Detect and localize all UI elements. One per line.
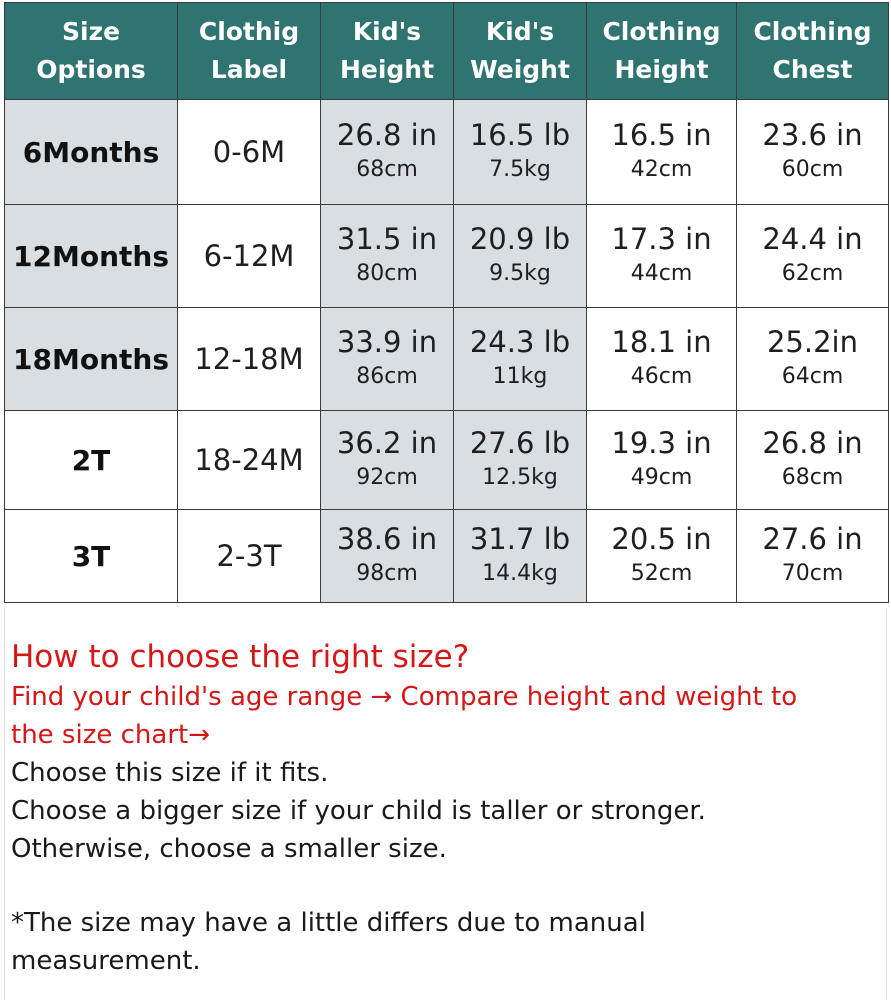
value-lb: 24.3 lb bbox=[469, 325, 571, 359]
cloth-chest-cell bbox=[737, 411, 889, 510]
guide-line-fits: Choose this size if it fits. bbox=[11, 758, 329, 788]
value-cm: 46cm bbox=[630, 364, 693, 389]
header-text: Chest bbox=[772, 55, 853, 84]
header-kids-height bbox=[321, 3, 454, 100]
value-lb: 16.5 lb bbox=[469, 118, 571, 152]
value-cm: 49cm bbox=[630, 465, 693, 490]
size-cell: 6Months bbox=[5, 100, 178, 205]
value-kg: 12.5kg bbox=[482, 465, 558, 490]
kid-weight-cell bbox=[454, 308, 587, 411]
table-row bbox=[5, 205, 889, 308]
cloth-height-cell bbox=[587, 411, 737, 510]
guide-line-bigger: Choose a bigger size if your child is taller or stronger. bbox=[11, 796, 706, 826]
header-text: Clothing bbox=[602, 17, 721, 46]
kid-weight-cell bbox=[454, 510, 587, 603]
size-cell: 12Months bbox=[5, 205, 178, 308]
cloth-chest-cell bbox=[737, 308, 889, 411]
table-row bbox=[5, 308, 889, 411]
value-in: 17.3 in bbox=[611, 222, 712, 256]
guide-question: How to choose the right size? bbox=[11, 639, 470, 675]
value-cm: 42cm bbox=[630, 157, 693, 182]
value-cm: 70cm bbox=[781, 561, 844, 586]
header-clothing-label bbox=[178, 3, 321, 100]
header-text: Kid's bbox=[352, 17, 422, 46]
header-text: Label bbox=[210, 55, 288, 84]
value-cm: 80cm bbox=[356, 261, 418, 286]
cloth-height-cell bbox=[587, 510, 737, 603]
header-clothing-height bbox=[587, 3, 737, 100]
value-in: 20.5 in bbox=[611, 522, 712, 556]
label-cell: 2-3T bbox=[178, 510, 321, 603]
header-clothing-chest bbox=[737, 3, 889, 100]
table-row bbox=[5, 100, 889, 205]
size-table bbox=[4, 2, 889, 603]
guide-line-smaller: Otherwise, choose a smaller size. bbox=[11, 834, 447, 864]
disclaimer: *The size may have a little differs due to manual bbox=[11, 908, 646, 938]
kid-height-cell bbox=[321, 100, 454, 205]
value-in: 27.6 in bbox=[762, 522, 863, 556]
cloth-chest-cell bbox=[737, 510, 889, 603]
value-in: 23.6 in bbox=[762, 118, 863, 152]
header-text: Clothing bbox=[753, 17, 872, 46]
disclaimer-continued: measurement. bbox=[11, 946, 201, 976]
label-cell: 12-18M bbox=[178, 308, 321, 411]
value-cm: 98cm bbox=[356, 561, 418, 586]
header-text: Size bbox=[61, 17, 121, 46]
header-text: Height bbox=[339, 55, 435, 84]
header-size-options bbox=[5, 3, 178, 100]
value-lb: 20.9 lb bbox=[469, 222, 571, 256]
cloth-height-cell bbox=[587, 308, 737, 411]
header-kids-weight bbox=[454, 3, 587, 100]
value-kg: 11kg bbox=[492, 364, 548, 389]
kid-height-cell bbox=[321, 510, 454, 603]
header-text: Clothig bbox=[198, 17, 300, 46]
cloth-height-cell bbox=[587, 100, 737, 205]
header-text: Height bbox=[614, 55, 709, 84]
value-kg: 7.5kg bbox=[489, 157, 551, 182]
cloth-chest-cell bbox=[737, 205, 889, 308]
value-kg: 14.4kg bbox=[482, 561, 558, 586]
value-lb: 27.6 lb bbox=[469, 426, 571, 460]
value-cm: 92cm bbox=[356, 465, 418, 490]
value-lb: 31.7 lb bbox=[469, 522, 571, 556]
value-in: 38.6 in bbox=[336, 522, 438, 556]
label-cell: 0-6M bbox=[178, 100, 321, 205]
kid-height-cell bbox=[321, 205, 454, 308]
header-row bbox=[5, 3, 889, 100]
value-cm: 68cm bbox=[781, 465, 844, 490]
header-text: Weight bbox=[470, 55, 570, 84]
size-cell: 2T bbox=[5, 411, 178, 510]
label-cell: 18-24M bbox=[178, 411, 321, 510]
value-in: 19.3 in bbox=[611, 426, 712, 460]
value-cm: 64cm bbox=[781, 364, 844, 389]
value-in: 26.8 in bbox=[762, 426, 863, 460]
value-in: 31.5 in bbox=[336, 222, 438, 256]
header-text: Kid's bbox=[485, 17, 555, 46]
guide-step: Find your child's age range → Compare height and weight to bbox=[11, 682, 798, 712]
kid-weight-cell bbox=[454, 205, 587, 308]
cloth-chest-cell bbox=[737, 100, 889, 205]
value-in: 33.9 in bbox=[336, 325, 438, 359]
value-cm: 68cm bbox=[356, 157, 418, 182]
value-in: 18.1 in bbox=[611, 325, 712, 359]
value-cm: 62cm bbox=[781, 261, 844, 286]
size-guide-notes bbox=[11, 636, 881, 980]
table-row bbox=[5, 411, 889, 510]
value-in: 24.4 in bbox=[762, 222, 863, 256]
value-cm: 52cm bbox=[630, 561, 693, 586]
value-cm: 60cm bbox=[781, 157, 844, 182]
guide-step-continued: the size chart→ bbox=[11, 720, 210, 750]
cloth-height-cell bbox=[587, 205, 737, 308]
kid-weight-cell bbox=[454, 411, 587, 510]
size-cell: 18Months bbox=[5, 308, 178, 411]
table-row bbox=[5, 510, 889, 603]
size-chart bbox=[4, 2, 888, 603]
label-cell: 6-12M bbox=[178, 205, 321, 308]
value-in: 16.5 in bbox=[611, 118, 712, 152]
kid-weight-cell bbox=[454, 100, 587, 205]
value-cm: 86cm bbox=[356, 364, 418, 389]
value-in: 26.8 in bbox=[336, 118, 438, 152]
size-cell: 3T bbox=[5, 510, 178, 603]
kid-height-cell bbox=[321, 308, 454, 411]
header-text: Options bbox=[36, 55, 146, 84]
value-in: 36.2 in bbox=[336, 426, 438, 460]
spacer bbox=[11, 868, 881, 904]
kid-height-cell bbox=[321, 411, 454, 510]
value-in: 25.2in bbox=[766, 325, 858, 359]
value-kg: 9.5kg bbox=[489, 261, 551, 286]
value-cm: 44cm bbox=[630, 261, 693, 286]
